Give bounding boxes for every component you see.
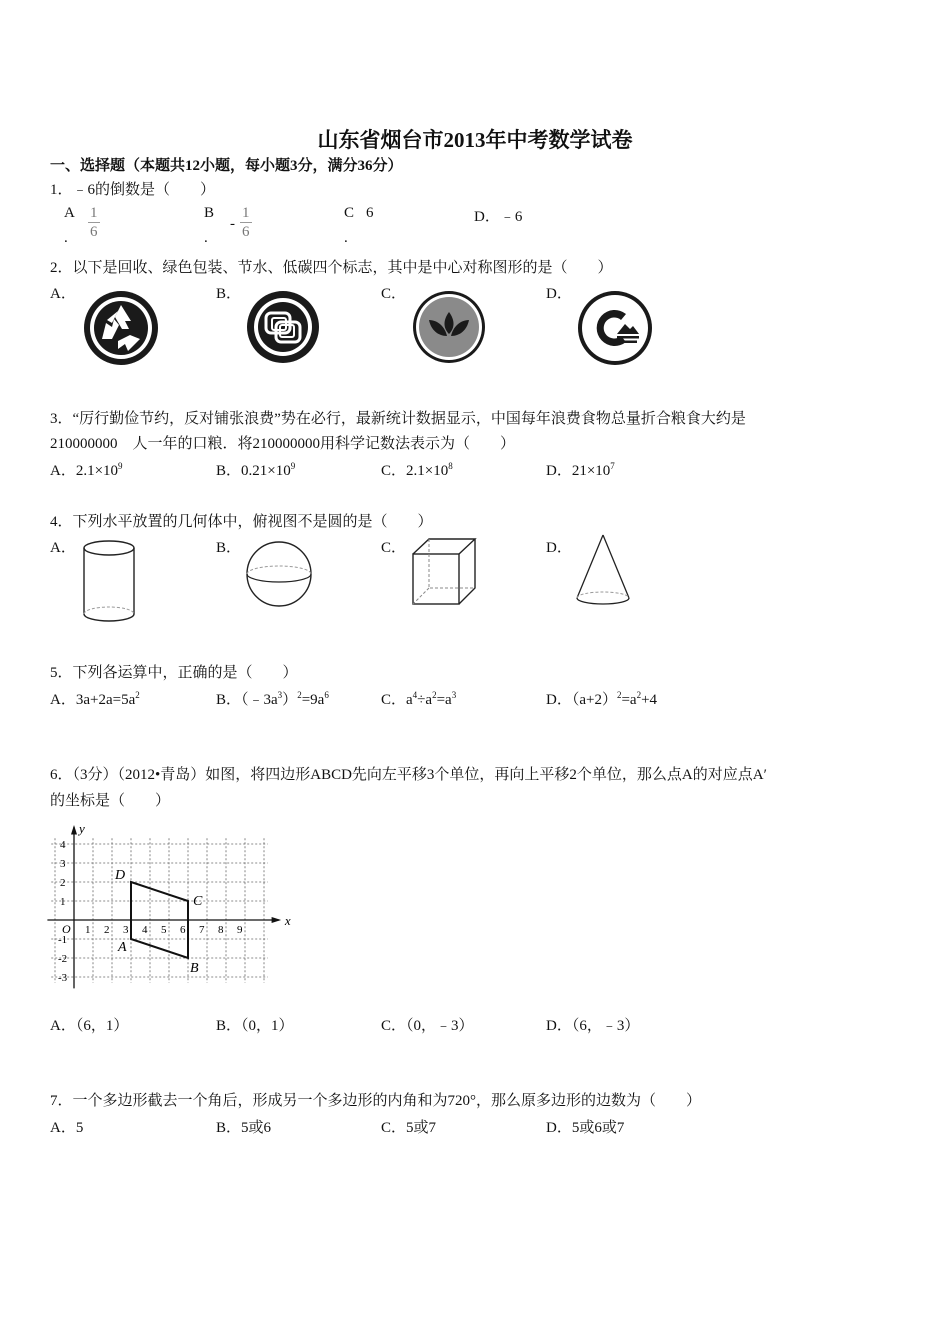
q4-option-b-label: B．	[216, 540, 242, 556]
option-text: B．（﹣3a	[216, 692, 278, 708]
x-tick-label: 5	[161, 924, 167, 936]
q7-option-d: D．5或6或7	[546, 1120, 625, 1136]
question-7-stem: 7．一个多边形截去一个角后，形成另一个多边形的内角和为720°，那么原多边形的边数为（ ）	[50, 1093, 702, 1109]
q1-option-b-dot: .	[204, 230, 208, 246]
q1-option-c-dot: .	[344, 230, 348, 246]
fraction-denominator: 6	[242, 224, 250, 240]
option-text: ）	[282, 692, 298, 708]
green-package-logo-icon	[246, 290, 320, 364]
fraction-denominator: 6	[90, 224, 98, 240]
q1-option-a-dot: .	[64, 230, 68, 246]
option-text: +4	[641, 692, 658, 708]
question-4-stem: 4．下列水平放置的几何体中，俯视图不是圆的是（ ）	[50, 514, 433, 530]
cylinder-figure-icon	[80, 538, 138, 626]
question-6-stem-line1: 6．（3分）（2012•青岛）如图，将四边形ABCD先向左平移3个单位，再向上平移2个单位，那么点A的对应点A′	[50, 767, 767, 783]
point-label-b: B	[190, 961, 199, 976]
option-text: =a	[436, 692, 452, 708]
option-exponent: 2	[297, 690, 302, 700]
q3-option-c	[381, 459, 453, 480]
q1-option-d: D．﹣6	[474, 209, 523, 225]
q1-option-b-fraction	[240, 204, 252, 241]
x-tick-label: 2	[104, 924, 110, 936]
q2-option-b-label: B．	[216, 286, 242, 302]
question-5-stem: 5．下列各运算中，正确的是（ ）	[50, 665, 298, 681]
option-exponent: 4	[412, 690, 418, 700]
option-text: B．0.21×10	[216, 463, 291, 479]
question-1-stem: 1．﹣6的倒数是（ ）	[50, 182, 216, 198]
x-tick-label: 3	[123, 924, 129, 936]
q6-option-d: D．（6，﹣3）	[546, 1018, 640, 1034]
q7-option-a: A．5	[50, 1120, 84, 1136]
q1-option-a-label: A	[64, 205, 75, 221]
y-tick-label: 1	[60, 896, 66, 908]
q1-option-c-label: C	[344, 205, 355, 221]
x-axis-label: x	[284, 913, 291, 928]
option-exponent: 8	[448, 461, 453, 471]
fraction-numerator: 1	[90, 205, 98, 221]
q2-option-c-label: C．	[381, 286, 407, 302]
q1-option-c-value: 6	[366, 205, 374, 221]
option-text: C．a	[381, 692, 413, 708]
q1-option-b-label: B	[204, 205, 215, 221]
q5-option-d	[546, 688, 657, 709]
y-axis-arrow	[71, 825, 77, 835]
x-tick-label: 9	[237, 924, 243, 936]
q3-option-d	[546, 459, 615, 480]
y-tick-label: -2	[58, 953, 68, 965]
q4-option-c-label: C．	[381, 540, 407, 556]
option-exponent: 2	[432, 690, 437, 700]
option-exponent: 6	[324, 690, 329, 700]
sphere-figure-icon	[244, 540, 314, 608]
q3-option-a	[50, 459, 123, 480]
q4-option-a-label: A．	[50, 540, 76, 556]
option-exponent: 7	[610, 461, 615, 471]
q4-option-d-label: D．	[546, 540, 572, 556]
q1-option-a-fraction	[88, 204, 100, 241]
coordinate-grid-figure	[46, 818, 291, 998]
y-tick-label: -3	[58, 972, 68, 984]
option-exponent: 2	[616, 690, 622, 700]
x-tick-label: 4	[142, 924, 148, 936]
question-6-stem-line2: 的坐标是（ ）	[50, 793, 171, 809]
cone-figure-icon	[574, 532, 632, 608]
section-heading: 一、选择题（本题共12小题，每小题3分，满分36分）	[50, 158, 403, 174]
option-text: A．3a+2a=5a	[50, 692, 136, 708]
option-exponent: 3	[277, 690, 283, 700]
option-text: C．2.1×10	[381, 463, 449, 479]
low-carbon-logo-icon	[577, 290, 653, 366]
q5-option-b	[216, 688, 329, 709]
point-label-c: C	[193, 894, 203, 909]
point-label-a: A	[118, 940, 127, 955]
y-tick-label: 2	[60, 877, 66, 889]
option-exponent: 9	[290, 461, 296, 471]
y-axis-label: y	[79, 820, 85, 836]
option-text: A．2.1×10	[50, 463, 119, 479]
option-text: D．（a+2）	[546, 692, 617, 708]
q1-option-b-sign: -	[230, 216, 235, 232]
y-tick-label: 4	[60, 839, 66, 851]
option-exponent: 3	[451, 690, 457, 700]
water-saving-logo-icon	[412, 290, 486, 364]
q7-option-c: C．5或7	[381, 1120, 437, 1136]
origin-label: O	[62, 922, 71, 936]
page-title: 山东省烟台市2013年中考数学试卷	[317, 128, 633, 152]
x-axis-arrow	[272, 917, 282, 923]
q6-option-a: A．（6，1）	[50, 1018, 129, 1034]
q5-option-c	[381, 688, 456, 709]
x-tick-label: 8	[218, 924, 224, 936]
y-tick-label: -1	[58, 934, 68, 946]
x-tick-label: 7	[199, 924, 205, 936]
q6-option-c: C．（0，﹣3）	[381, 1018, 474, 1034]
question-3-stem-line1: 3．“厉行勤俭节约，反对铺张浪费”势在必行，最新统计数据显示，中国每年浪费食物总量折合粮食大约是	[50, 411, 746, 427]
q2-option-d-label: D．	[546, 286, 572, 302]
recycle-logo-icon	[82, 289, 160, 367]
option-exponent: 2	[636, 690, 642, 700]
option-text: D．21×10	[546, 463, 611, 479]
q2-option-a-label: A．	[50, 286, 76, 302]
q7-option-b: B．5或6	[216, 1120, 272, 1136]
option-text: ÷a	[417, 692, 433, 708]
option-exponent: 2	[135, 690, 140, 700]
option-text: =a	[621, 692, 637, 708]
option-text: =9a	[301, 692, 325, 708]
question-2-stem: 2．以下是回收、绿色包装、节水、低碳四个标志，其中是中心对称图形的是（ ）	[50, 260, 613, 276]
y-tick-label: 3	[60, 858, 66, 870]
option-exponent: 9	[118, 461, 123, 471]
q5-option-a	[50, 688, 140, 709]
point-label-d: D	[115, 868, 126, 883]
fraction-numerator: 1	[242, 205, 250, 221]
question-3-stem-line2: 210000000 人一年的口粮．将210000000用科学记数法表示为（ ）	[50, 436, 516, 452]
x-tick-label: 1	[85, 924, 91, 936]
cube-figure-icon	[410, 536, 478, 608]
q3-option-b	[216, 459, 295, 480]
q6-option-b: B．（0，1）	[216, 1018, 294, 1034]
x-tick-label: 6	[180, 924, 186, 936]
